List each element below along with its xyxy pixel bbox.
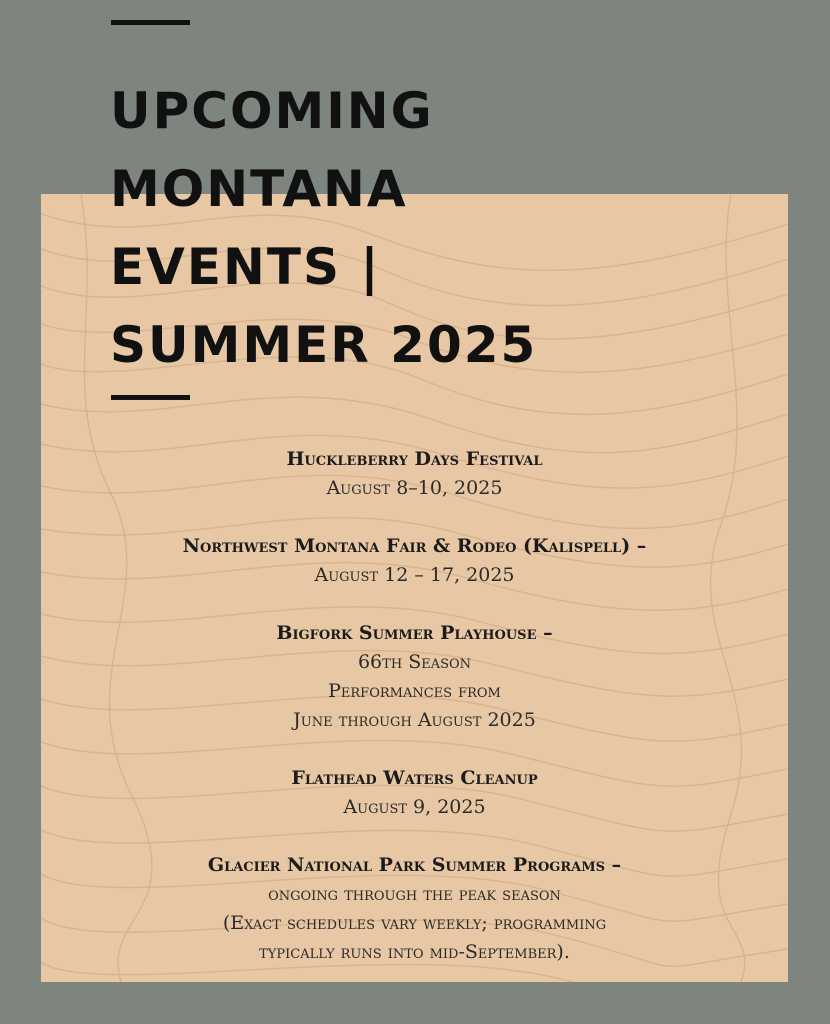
- event-flathead-waters-cleanup: [41, 763, 788, 822]
- event-title: Glacier National Park Summer Programs –: [207, 854, 622, 876]
- page-title: [110, 72, 670, 384]
- event-huckleberry-days: [41, 444, 788, 503]
- event-detail: ongoing through the peak season: [268, 883, 561, 905]
- title-line-4: SUMMER 2025: [110, 316, 538, 374]
- event-date: August 9, 2025: [343, 796, 486, 818]
- event-bigfork-playhouse: [41, 618, 788, 735]
- event-glacier-park-programs: [41, 850, 788, 967]
- bottom-accent-rule: [111, 395, 190, 400]
- events-list: [41, 444, 788, 995]
- event-title: Northwest Montana Fair & Rodeo (Kalispell) –: [182, 535, 647, 557]
- title-line-3: EVENTS |: [110, 238, 381, 296]
- title-line-1: UPCOMING: [110, 82, 434, 140]
- event-detail: (Exact schedules vary weekly; programming: [222, 912, 607, 934]
- event-date: August 8–10, 2025: [326, 477, 503, 499]
- event-detail: June through August 2025: [293, 709, 536, 731]
- event-title: Flathead Waters Cleanup: [291, 767, 538, 789]
- event-title: Bigfork Summer Playhouse –: [276, 622, 553, 644]
- event-northwest-montana-fair: [41, 531, 788, 590]
- event-title: Huckleberry Days Festival: [286, 448, 543, 470]
- event-detail: 66th Season: [357, 651, 472, 673]
- event-date: August 12 – 17, 2025: [314, 564, 515, 586]
- title-line-2: MONTANA: [110, 160, 408, 218]
- event-detail: Performances from: [328, 680, 501, 702]
- top-accent-rule: [111, 20, 190, 25]
- event-detail: typically runs into mid-September).: [259, 941, 570, 963]
